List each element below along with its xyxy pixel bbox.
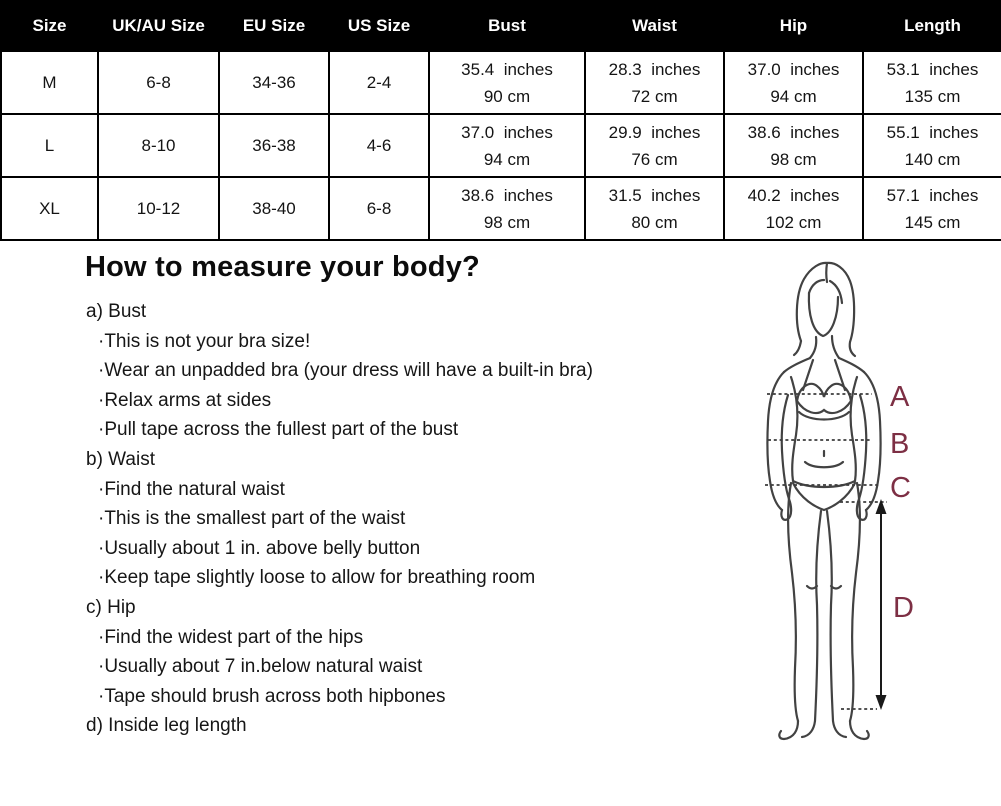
bust-in-value: 37.0 inches — [461, 122, 553, 142]
hair-right — [827, 263, 855, 356]
guide-item: ·Usually about 1 in. above belly button — [98, 537, 421, 559]
hip-cm-value: 94 cm — [770, 86, 817, 106]
length-in-value: 53.1 inches — [886, 59, 979, 79]
length-in-value: 55.1 inches — [886, 122, 979, 142]
neck-left — [810, 337, 816, 358]
arm-right-inner — [859, 395, 866, 499]
cell-uk_au: 8-10 — [98, 114, 219, 177]
body-measurement-figure — [755, 253, 965, 768]
shoulder-left — [784, 358, 810, 372]
hair-flip-left — [794, 341, 801, 355]
cell-length — [863, 177, 1001, 240]
waist-in-value: 28.3 inches — [608, 59, 701, 79]
length-cm-value: 135 cm — [904, 86, 961, 106]
bang-left — [809, 280, 824, 293]
guide-item: ·Keep tape slightly loose to allow for breathing room — [98, 567, 536, 589]
inseam-label-letter: D — [893, 592, 914, 624]
cell-length — [863, 51, 1001, 114]
bust-cm-value: 94 cm — [483, 149, 531, 169]
bust-in-value: 35.4 inches — [461, 59, 553, 79]
cell-hip — [724, 114, 863, 177]
size-table-body — [1, 51, 1001, 240]
foot-right — [850, 721, 869, 739]
waist-cm-value: 72 cm — [631, 86, 678, 106]
column-header: Length — [863, 1, 1001, 51]
column-header: Hip — [724, 1, 863, 51]
cell-eu: 38-40 — [219, 177, 329, 240]
column-header: Waist — [585, 1, 724, 51]
guide-item: ·Tape should brush across both hipbones — [98, 685, 446, 707]
hip-in-value: 38.6 inches — [747, 122, 840, 142]
leg-left-inner — [815, 511, 821, 721]
cell-bust — [429, 114, 585, 177]
torso-right — [851, 377, 857, 481]
guide-item: ·Find the natural waist — [98, 478, 285, 500]
knee-right — [831, 586, 841, 589]
belly-curve — [805, 462, 843, 467]
guide-item: ·Wear an unpadded bra (your dress will have a built-in bra) — [98, 360, 593, 382]
cell-eu: 36-38 — [219, 114, 329, 177]
cell-waist — [585, 177, 724, 240]
leg-right-inner — [827, 511, 833, 721]
hip-cm-value: 102 cm — [765, 212, 822, 232]
length-in-value: 57.1 inches — [886, 185, 979, 205]
guide-item: ·Relax arms at sides — [98, 389, 272, 411]
bra-bottom — [797, 401, 851, 413]
guide-item: ·Find the widest part of the hips — [98, 626, 364, 648]
bust-in-value: 38.6 inches — [461, 185, 553, 205]
foot-left — [779, 721, 798, 739]
header-row — [1, 1, 1001, 51]
cell-us: 2-4 — [329, 51, 429, 114]
measurement-lines — [765, 394, 887, 709]
measure-guide-list — [86, 297, 766, 741]
waist-cm-value: 80 cm — [631, 212, 678, 232]
bust-cm-value: 90 cm — [483, 86, 531, 106]
guide-section-label: d) Inside leg length — [86, 715, 247, 737]
column-header: US Size — [329, 1, 429, 51]
knee-left — [807, 586, 817, 589]
guide-section-label: a) Bust — [86, 301, 147, 322]
cell-hip — [724, 51, 863, 114]
hip-in-value: 40.2 inches — [747, 185, 840, 205]
hair-left — [797, 263, 827, 341]
arm-left-inner — [782, 395, 789, 499]
hip-label-letter: C — [890, 472, 911, 504]
column-header: Bust — [429, 1, 585, 51]
cell-eu: 34-36 — [219, 51, 329, 114]
column-header: UK/AU Size — [98, 1, 219, 51]
size-row-m — [1, 51, 1001, 114]
face — [809, 293, 838, 336]
bust-label-letter: A — [890, 381, 910, 413]
guide-title: How to measure your body? — [85, 251, 480, 283]
inseam-arrow — [876, 499, 887, 710]
guide-section-label: c) Hip — [86, 596, 136, 618]
cell-us: 4-6 — [329, 114, 429, 177]
figure-outline — [767, 263, 880, 739]
foot-right-inner — [833, 721, 846, 737]
waist-in-value: 31.5 inches — [608, 185, 701, 205]
cell-waist — [585, 51, 724, 114]
cell-waist — [585, 114, 724, 177]
cell-size: XL — [1, 177, 98, 240]
foot-left-inner — [802, 721, 815, 737]
hip-in-value: 37.0 inches — [747, 59, 840, 79]
guide-item: ·Pull tape across the fullest part of the bust — [98, 419, 459, 441]
cell-us: 6-8 — [329, 177, 429, 240]
size-row-l — [1, 114, 1001, 177]
guide-section-label: b) Waist — [86, 448, 155, 470]
cell-length — [863, 114, 1001, 177]
cell-size: L — [1, 114, 98, 177]
cell-size: M — [1, 51, 98, 114]
bra-top — [797, 384, 851, 401]
cell-hip — [724, 177, 863, 240]
length-cm-value: 140 cm — [904, 149, 961, 169]
bust-cm-value: 98 cm — [483, 212, 531, 232]
column-header: EU Size — [219, 1, 329, 51]
shoulder-right — [839, 358, 864, 372]
bang-right — [830, 281, 842, 303]
length-cm-value: 145 cm — [904, 212, 961, 232]
torso-left — [791, 377, 797, 481]
guide-item: ·Usually about 7 in.below natural waist — [98, 656, 423, 678]
guide-item: ·This is the smallest part of the waist — [98, 508, 406, 530]
hip-cm-value: 98 cm — [770, 149, 817, 169]
waist-in-value: 29.9 inches — [608, 122, 701, 142]
cell-bust — [429, 177, 585, 240]
guide-item: ·This is not your bra size! — [98, 330, 311, 352]
waist-label-letter: B — [890, 428, 910, 460]
figure-labels — [890, 381, 914, 624]
panty-top — [793, 481, 855, 487]
cell-uk_au: 10-12 — [98, 177, 219, 240]
arrow-head-down — [876, 695, 887, 710]
column-header: Size — [1, 1, 98, 51]
waist-cm-value: 76 cm — [631, 149, 678, 169]
cell-bust — [429, 51, 585, 114]
cell-uk_au: 6-8 — [98, 51, 219, 114]
size-row-xl — [1, 177, 1001, 240]
bra-band — [799, 412, 849, 420]
size-chart-table — [0, 0, 1001, 241]
size-chart-header — [1, 1, 1001, 51]
hair-part — [826, 263, 827, 282]
neck-right — [832, 336, 839, 358]
